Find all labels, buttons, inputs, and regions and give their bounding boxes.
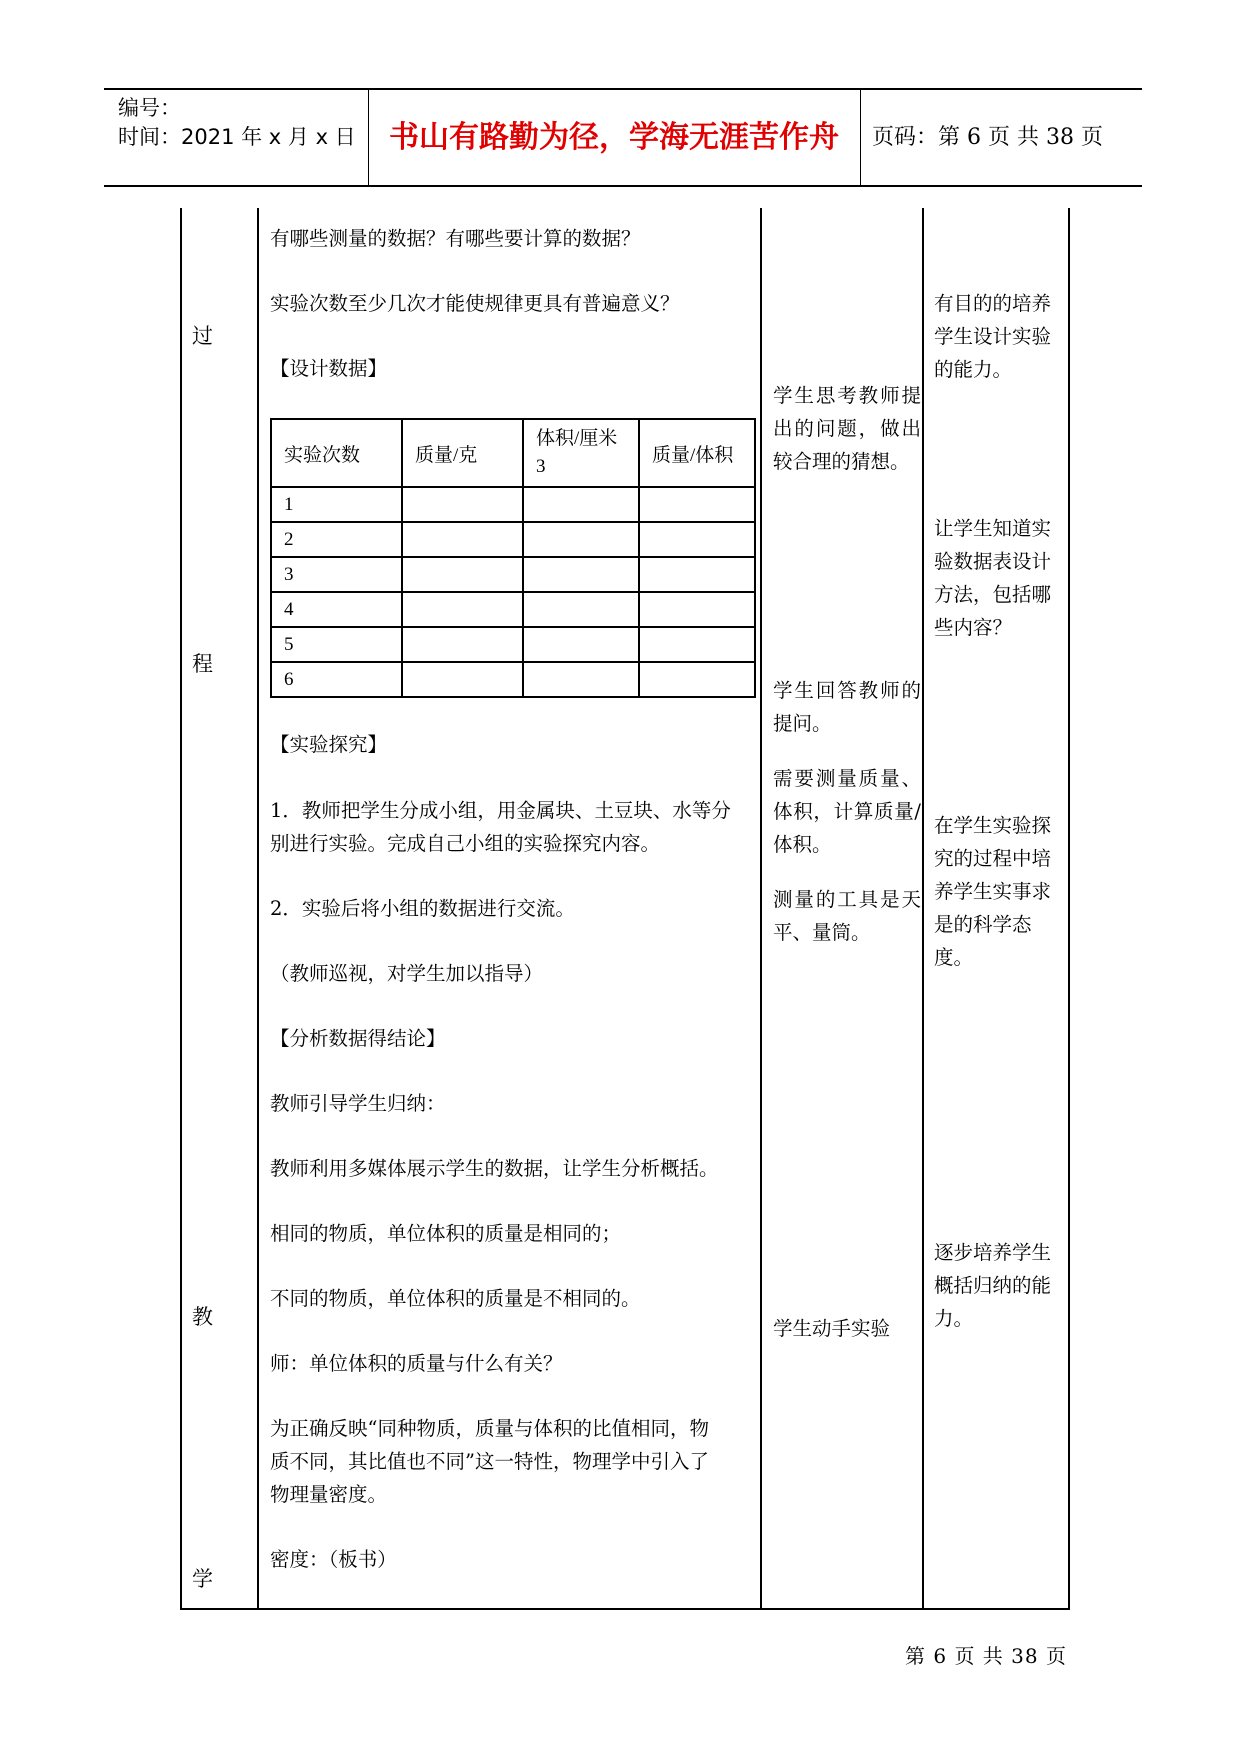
section-heading-explore: 【实验探究】 [270,733,388,756]
step-1-line-2: 别进行实验。完成自己小组的实验探究内容。 [270,832,661,855]
table-header-cell: 质量/体积 [639,419,755,487]
trial-number: 4 [271,592,402,627]
header-motto: 书山有路勤为径，学海无涯苦作舟 [389,120,839,155]
table-header-cell: 实验次数 [271,419,402,487]
table-row [271,627,755,662]
trial-number: 2 [271,522,402,557]
column-divider [922,208,924,1608]
student-think: 学生思考教师提出的问题，做出较合理的猜想。 [773,384,921,473]
column-divider [257,208,259,1608]
stage-char: 过 [192,324,213,348]
stage-char: 程 [192,652,213,676]
student-need: 需要测量质量、体积，计算质量/体积。 [773,767,921,856]
header-page-info: 页码：第 6 页 共 38 页 [872,125,1103,150]
column-divider [760,208,762,1608]
page-header [104,88,1142,187]
student-tools: 测量的工具是天平、量筒。 [773,888,921,944]
table-row [271,592,755,627]
intent-table-design: 让学生知道实验数据表设计方法，包括哪些内容？ [934,517,1052,639]
stage-char: 学 [192,1567,213,1591]
lesson-table [180,208,1070,1610]
table-row [271,522,755,557]
density-intro-line-1: 为正确反映“同种物质，质量与体积的比值相同，物 [270,1417,709,1440]
table-header-cell: 质量/克 [402,419,523,487]
intent-purpose: 有目的的培养学生设计实验的能力。 [934,292,1052,381]
table-row [271,662,755,697]
table-row [271,487,755,522]
density-intro-line-3: 物理量密度。 [270,1483,388,1506]
intent-attitude: 在学生实验探究的过程中培养学生实事求是的科学态度。 [934,814,1052,969]
teacher-guide: 教师引导学生归纳： [270,1092,446,1115]
teacher-patrol-note: （教师巡视，对学生加以指导） [270,962,544,985]
doc-number-label: 编号： [118,96,181,120]
student-answer: 学生回答教师的提问。 [773,679,921,735]
conclusion-same: 相同的物质，单位体积的质量是相同的； [270,1222,622,1245]
stage-char: 教 [192,1305,213,1329]
step-1-line-1: 1．教师把学生分成小组，用金属块、土豆块、水等分 [270,799,731,822]
trial-number: 5 [271,627,402,662]
density-intro-line-2: 质不同，其比值也不同”这一特性，物理学中引入了 [270,1450,709,1473]
data-design-table [270,418,756,698]
media-display: 教师利用多媒体展示学生的数据，让学生分析概括。 [270,1157,719,1180]
question-trial-count: 实验次数至少几次才能使规律更具有普遍意义？ [270,292,680,315]
page-footer: 第 6 页 共 38 页 [905,1644,1067,1668]
table-header-row [271,419,755,487]
header-divider [860,90,861,185]
trial-number: 1 [271,487,402,522]
trial-number: 6 [271,662,402,697]
conclusion-different: 不同的物质，单位体积的质量是不相同的。 [270,1287,641,1310]
teacher-question: 师：单位体积的质量与什么有关？ [270,1352,563,1375]
intent-summary: 逐步培养学生概括归纳的能力。 [934,1241,1052,1330]
student-experiment: 学生动手实验 [773,1317,891,1340]
header-meta [118,94,356,152]
question-measured-data: 有哪些测量的数据？有哪些要计算的数据？ [270,227,641,250]
section-heading-analysis: 【分析数据得结论】 [270,1027,446,1050]
density-board-note: 密度：（板书） [270,1548,397,1571]
table-header-cell: 体积/厘米3 [523,419,639,487]
trial-number: 3 [271,557,402,592]
step-2: 2．实验后将小组的数据进行交流。 [270,897,575,920]
table-row [271,557,755,592]
section-heading-design: 【设计数据】 [270,357,388,380]
doc-date: 时间：2021 年 x 月 x 日 [118,125,356,149]
